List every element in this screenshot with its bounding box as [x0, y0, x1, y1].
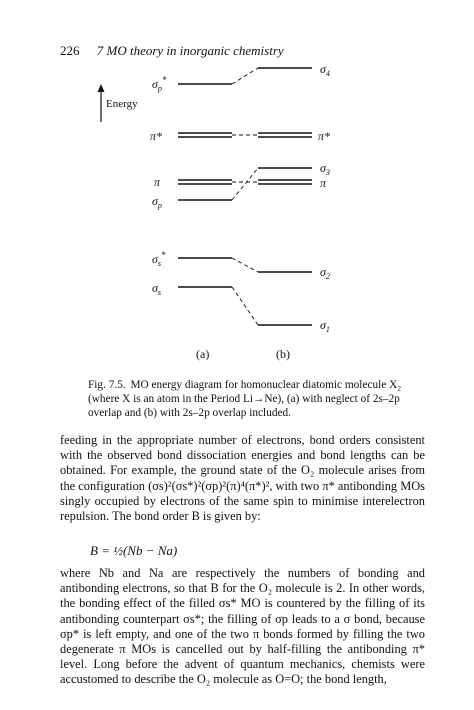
energy-axis-label: Energy	[106, 98, 138, 110]
label-b-sigma-2: $\sigma_2$	[320, 265, 330, 281]
page-number: 226	[60, 43, 80, 58]
label-a-sigma-p: $\sigma_p$	[152, 194, 162, 210]
label-a-sigma-s-star: $\sigma_s^*$	[152, 250, 166, 268]
label-b-pi: π	[320, 176, 327, 190]
figure-caption	[88, 378, 420, 420]
label-b-sigma-4: $\sigma_4$	[320, 62, 330, 78]
figure-label: Fig. 7.5.	[88, 379, 126, 391]
label-b-sigma-3: $\sigma_3$	[320, 161, 330, 177]
label-a-pi: π	[154, 175, 161, 189]
energy-arrow-icon	[98, 84, 105, 122]
label-a-sigma-p-star: $\sigma_p^*$	[152, 75, 167, 93]
panel-label-a: (a)	[196, 347, 210, 361]
label-a-pi-star: π*	[150, 129, 163, 143]
label-a-sigma-s: $\sigma_s$	[152, 281, 162, 297]
bond-order-equation: B = ½(Nb − Na)	[90, 543, 178, 558]
label-b-pi-star: π*	[318, 129, 331, 143]
chapter-title: 7 MO theory in inorganic chemistry	[96, 43, 284, 58]
label-b-sigma-1: $\sigma_1$	[320, 318, 330, 334]
panel-label-b: (b)	[276, 347, 290, 361]
figure-caption-text: MO energy diagram for homonuclear diatomic molecule X₂ (where X is an atom in the Period Li→Ne), (a) with neglect of 2s–2p overlap and (b) with 2s–2p overlap included.	[88, 379, 402, 419]
paragraph-2: where Nb and Na are respectively the numbers of bonding and antibonding electrons, so that B for the O₂ molecule is 2. In other words, the bonding effect of the filled σs* MO is countered by the filling of its antibonding counterpart σs*; the filling of σp leads to a σ bond, because σp* is left empty, and one of the two π bonds formed by filling the two degenerate π MOs is cancelled out by half-filling the antibonding π* level. Long before the advent of quantum mechanics, chemists were accustomed to describe the O₂ molecule as O=O; the bond length,	[60, 566, 425, 687]
paragraph-1: feeding in the appropriate number of electrons, bond orders consistent with the observed bond dissociation energies and bond lengths can be obtained. For example, the ground state of the O₂ molecule arises from the configuration (σs)²(σs*)²(σp)²(π)⁴(π*)², with two π* antibonding MOs singly occupied by electrons of the same spin to minimise interelectron repulsion. The bond order B is given by:	[60, 433, 425, 524]
correlation-lines	[232, 68, 258, 325]
